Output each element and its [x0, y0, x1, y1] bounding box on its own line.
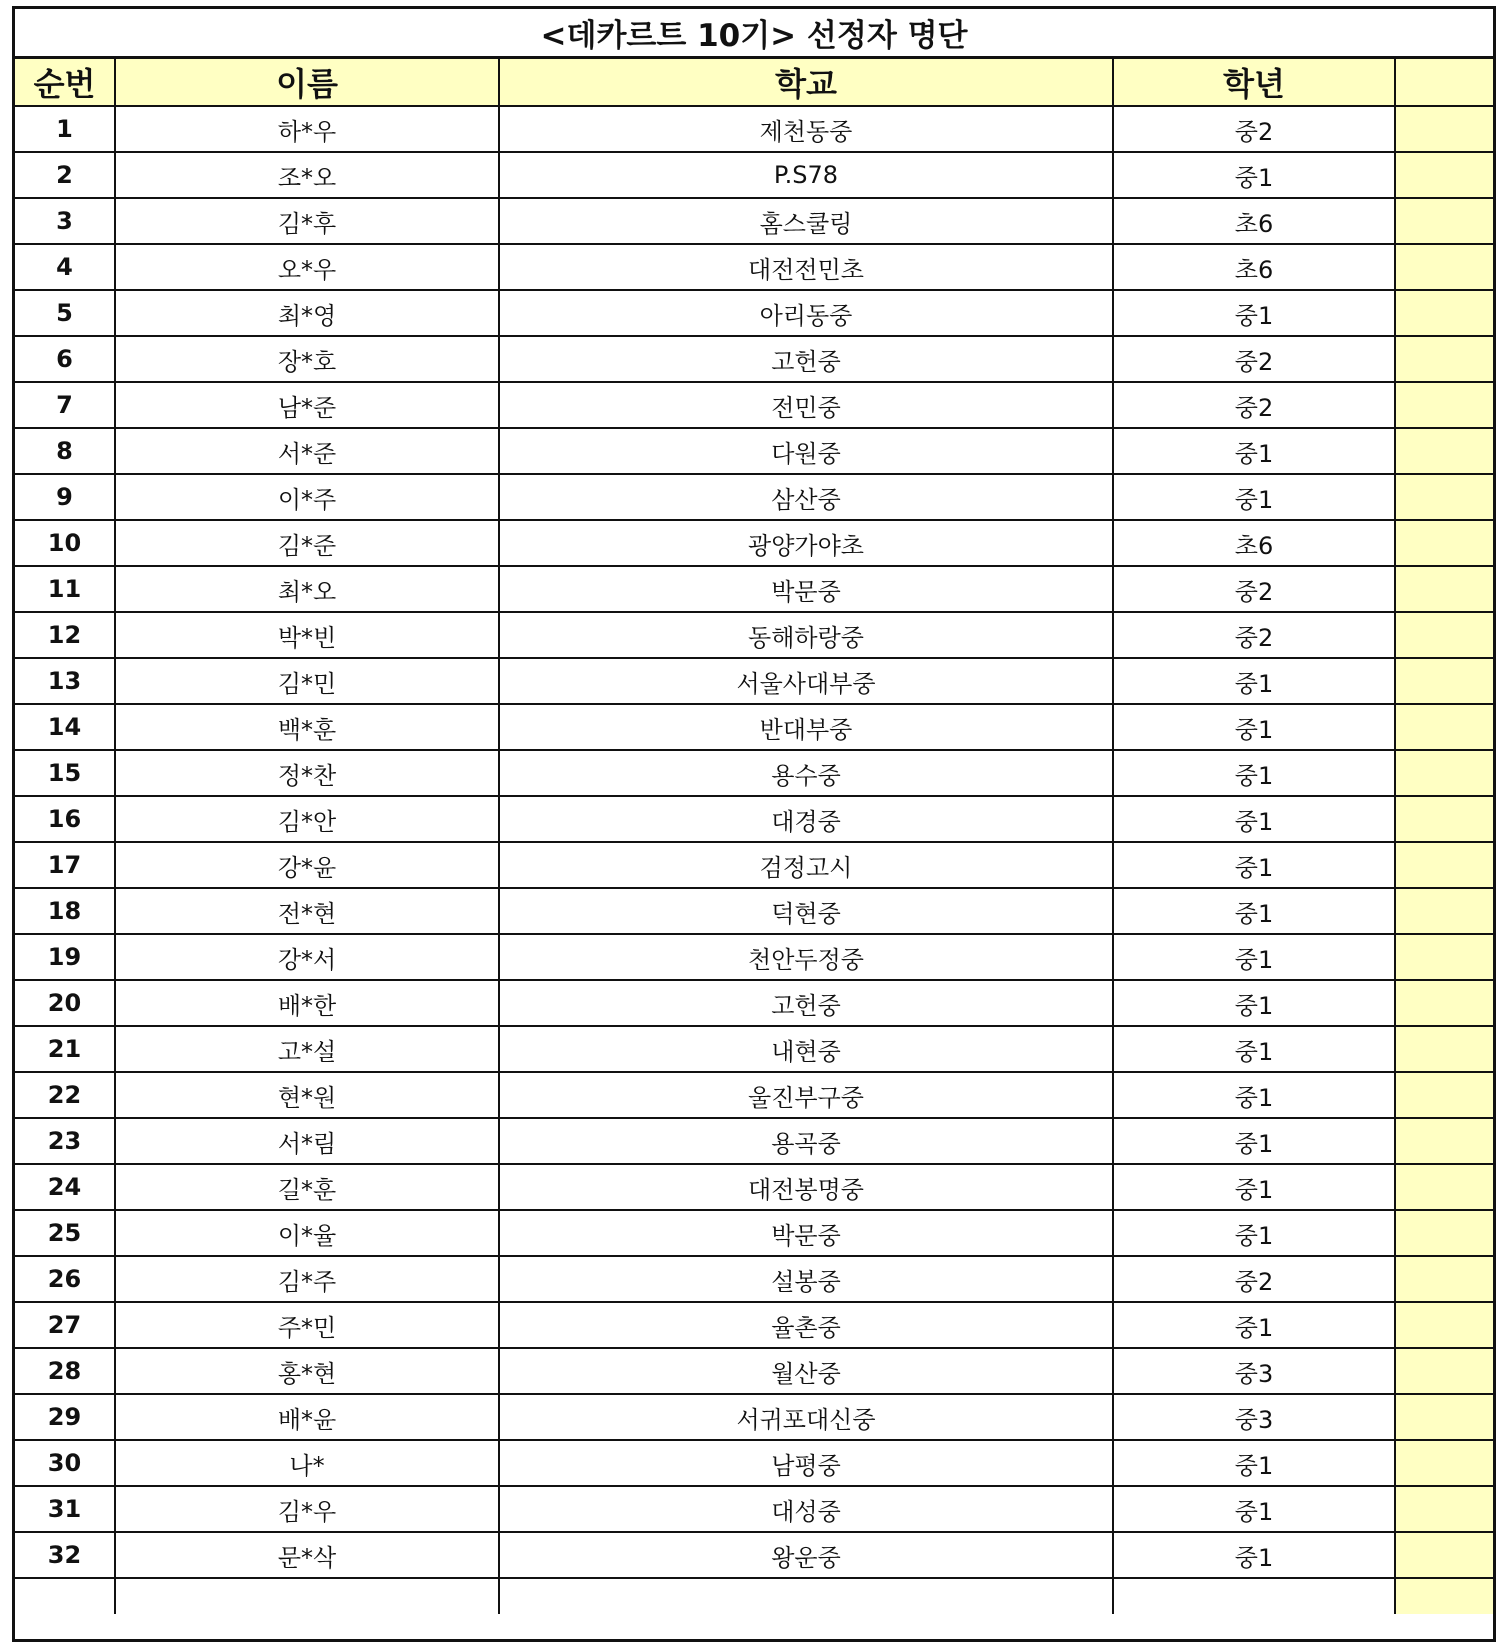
row-number: 25 — [15, 1210, 115, 1256]
row-blank-cell — [1395, 1440, 1493, 1486]
table-row — [15, 1256, 1493, 1302]
table-row — [15, 382, 1493, 428]
row-blank-cell — [1395, 1532, 1493, 1578]
row-blank-cell — [1395, 1486, 1493, 1532]
row-school: 천안두정중 — [499, 934, 1113, 980]
row-blank-cell — [1395, 888, 1493, 934]
row-grade: 초6 — [1113, 520, 1395, 566]
table-row — [15, 842, 1493, 888]
row-name: 주*민 — [115, 1302, 499, 1348]
row-blank-cell — [1395, 290, 1493, 336]
row-number: 24 — [15, 1164, 115, 1210]
row-school: 율촌중 — [499, 1302, 1113, 1348]
table-row — [15, 290, 1493, 336]
row-name: 하*우 — [115, 106, 499, 152]
row-grade: 중2 — [1113, 1256, 1395, 1302]
row-name: 서*림 — [115, 1118, 499, 1164]
row-name: 김*주 — [115, 1256, 499, 1302]
table-row — [15, 1394, 1493, 1440]
row-school: 전민중 — [499, 382, 1113, 428]
row-blank-cell — [1395, 336, 1493, 382]
row-number: 26 — [15, 1256, 115, 1302]
row-number: 16 — [15, 796, 115, 842]
table-row — [15, 1026, 1493, 1072]
table-row — [15, 428, 1493, 474]
row-name: 서*준 — [115, 428, 499, 474]
row-number: 21 — [15, 1026, 115, 1072]
row-name: 김*준 — [115, 520, 499, 566]
row-number: 31 — [15, 1486, 115, 1532]
row-number: 32 — [15, 1532, 115, 1578]
table-row — [15, 198, 1493, 244]
table-row — [15, 1532, 1493, 1578]
table-row — [15, 612, 1493, 658]
row-name: 강*서 — [115, 934, 499, 980]
row-name: 남*준 — [115, 382, 499, 428]
table-row — [15, 1486, 1493, 1532]
row-grade: 중1 — [1113, 152, 1395, 198]
row-number: 27 — [15, 1302, 115, 1348]
row-number: 10 — [15, 520, 115, 566]
row-number: 28 — [15, 1348, 115, 1394]
empty-cell — [115, 1578, 499, 1614]
row-grade: 중1 — [1113, 980, 1395, 1026]
row-grade: 중1 — [1113, 842, 1395, 888]
table-row — [15, 1118, 1493, 1164]
header-school: 학교 — [499, 59, 1113, 106]
empty-cell — [499, 1578, 1113, 1614]
row-grade: 중1 — [1113, 934, 1395, 980]
row-school: 박문중 — [499, 1210, 1113, 1256]
row-number: 12 — [15, 612, 115, 658]
row-grade: 초6 — [1113, 198, 1395, 244]
row-number: 11 — [15, 566, 115, 612]
row-blank-cell — [1395, 474, 1493, 520]
empty-cell — [15, 1578, 115, 1614]
header-blank — [1395, 59, 1493, 106]
row-blank-cell — [1395, 428, 1493, 474]
row-school: 울진부구중 — [499, 1072, 1113, 1118]
row-name: 이*주 — [115, 474, 499, 520]
row-grade: 중2 — [1113, 382, 1395, 428]
row-blank-cell — [1395, 1026, 1493, 1072]
row-school: 대경중 — [499, 796, 1113, 842]
row-name: 현*원 — [115, 1072, 499, 1118]
row-school: 고헌중 — [499, 336, 1113, 382]
row-blank-cell — [1395, 1164, 1493, 1210]
row-school: 용수중 — [499, 750, 1113, 796]
row-number: 3 — [15, 198, 115, 244]
row-school: 아리동중 — [499, 290, 1113, 336]
row-name: 강*윤 — [115, 842, 499, 888]
empty-row — [15, 1578, 1493, 1614]
row-school: 용곡중 — [499, 1118, 1113, 1164]
table-row — [15, 1440, 1493, 1486]
row-name: 김*후 — [115, 198, 499, 244]
row-school: P.S78 — [499, 152, 1113, 198]
row-school: 홈스쿨링 — [499, 198, 1113, 244]
row-blank-cell — [1395, 152, 1493, 198]
row-number: 22 — [15, 1072, 115, 1118]
row-grade: 중2 — [1113, 566, 1395, 612]
row-school: 대성중 — [499, 1486, 1113, 1532]
row-school: 삼산중 — [499, 474, 1113, 520]
row-school: 동해하랑중 — [499, 612, 1113, 658]
row-number: 14 — [15, 704, 115, 750]
row-blank-cell — [1395, 1256, 1493, 1302]
row-name: 조*오 — [115, 152, 499, 198]
row-blank-cell — [1395, 1302, 1493, 1348]
selection-table — [15, 59, 1493, 1614]
table-row — [15, 796, 1493, 842]
table-row — [15, 704, 1493, 750]
row-school: 설봉중 — [499, 1256, 1113, 1302]
row-blank-cell — [1395, 1394, 1493, 1440]
row-blank-cell — [1395, 382, 1493, 428]
row-grade: 중2 — [1113, 106, 1395, 152]
row-name: 배*한 — [115, 980, 499, 1026]
row-blank-cell — [1395, 566, 1493, 612]
row-blank-cell — [1395, 704, 1493, 750]
row-number: 23 — [15, 1118, 115, 1164]
row-name: 고*설 — [115, 1026, 499, 1072]
row-name: 박*빈 — [115, 612, 499, 658]
row-school: 다원중 — [499, 428, 1113, 474]
row-school: 내현중 — [499, 1026, 1113, 1072]
row-blank-cell — [1395, 934, 1493, 980]
row-blank-cell — [1395, 106, 1493, 152]
row-number: 29 — [15, 1394, 115, 1440]
row-school: 서귀포대신중 — [499, 1394, 1113, 1440]
row-name: 백*훈 — [115, 704, 499, 750]
row-grade: 중1 — [1113, 1486, 1395, 1532]
row-number: 8 — [15, 428, 115, 474]
empty-cell — [1113, 1578, 1395, 1614]
row-school: 대전봉명중 — [499, 1164, 1113, 1210]
row-number: 18 — [15, 888, 115, 934]
row-blank-cell — [1395, 520, 1493, 566]
row-number: 30 — [15, 1440, 115, 1486]
row-grade: 중1 — [1113, 428, 1395, 474]
row-grade: 중1 — [1113, 1072, 1395, 1118]
row-number: 1 — [15, 106, 115, 152]
row-name: 김*우 — [115, 1486, 499, 1532]
row-grade: 중3 — [1113, 1348, 1395, 1394]
selection-list-sheet — [12, 6, 1496, 1642]
table-row — [15, 566, 1493, 612]
row-name: 정*찬 — [115, 750, 499, 796]
row-number: 6 — [15, 336, 115, 382]
row-blank-cell — [1395, 1210, 1493, 1256]
row-blank-cell — [1395, 980, 1493, 1026]
row-grade: 중1 — [1113, 1532, 1395, 1578]
row-school: 왕운중 — [499, 1532, 1113, 1578]
table-row — [15, 658, 1493, 704]
row-name: 장*호 — [115, 336, 499, 382]
row-grade: 중1 — [1113, 658, 1395, 704]
table-row — [15, 888, 1493, 934]
row-blank-cell — [1395, 1072, 1493, 1118]
row-name: 길*훈 — [115, 1164, 499, 1210]
row-number: 19 — [15, 934, 115, 980]
row-grade: 중1 — [1113, 796, 1395, 842]
row-grade: 중1 — [1113, 1026, 1395, 1072]
table-row — [15, 1210, 1493, 1256]
row-grade: 중1 — [1113, 474, 1395, 520]
row-school: 광양가야초 — [499, 520, 1113, 566]
row-number: 5 — [15, 290, 115, 336]
row-name: 오*우 — [115, 244, 499, 290]
row-school: 반대부중 — [499, 704, 1113, 750]
row-grade: 중1 — [1113, 1302, 1395, 1348]
row-blank-cell — [1395, 244, 1493, 290]
table-row — [15, 980, 1493, 1026]
row-grade: 중1 — [1113, 1118, 1395, 1164]
row-grade: 중1 — [1113, 290, 1395, 336]
empty-cell — [1395, 1578, 1493, 1614]
row-number: 2 — [15, 152, 115, 198]
row-name: 김*안 — [115, 796, 499, 842]
row-school: 검정고시 — [499, 842, 1113, 888]
row-number: 20 — [15, 980, 115, 1026]
row-number: 15 — [15, 750, 115, 796]
row-name: 배*윤 — [115, 1394, 499, 1440]
row-name: 홍*현 — [115, 1348, 499, 1394]
row-number: 17 — [15, 842, 115, 888]
row-name: 최*영 — [115, 290, 499, 336]
row-school: 덕현중 — [499, 888, 1113, 934]
table-row — [15, 750, 1493, 796]
table-row — [15, 1072, 1493, 1118]
row-number: 7 — [15, 382, 115, 428]
table-row — [15, 934, 1493, 980]
row-blank-cell — [1395, 842, 1493, 888]
row-school: 제천동중 — [499, 106, 1113, 152]
row-grade: 중2 — [1113, 612, 1395, 658]
row-blank-cell — [1395, 796, 1493, 842]
header-no: 순번 — [15, 59, 115, 106]
row-grade: 중1 — [1113, 750, 1395, 796]
table-row — [15, 336, 1493, 382]
row-grade: 초6 — [1113, 244, 1395, 290]
row-blank-cell — [1395, 1348, 1493, 1394]
row-school: 고헌중 — [499, 980, 1113, 1026]
row-grade: 중1 — [1113, 1164, 1395, 1210]
table-header-row — [15, 59, 1493, 106]
row-grade: 중3 — [1113, 1394, 1395, 1440]
table-row — [15, 520, 1493, 566]
row-blank-cell — [1395, 1118, 1493, 1164]
row-name: 김*민 — [115, 658, 499, 704]
row-grade: 중2 — [1113, 336, 1395, 382]
row-school: 박문중 — [499, 566, 1113, 612]
table-row — [15, 1164, 1493, 1210]
row-name: 나* — [115, 1440, 499, 1486]
row-number: 4 — [15, 244, 115, 290]
row-grade: 중1 — [1113, 1440, 1395, 1486]
row-school: 월산중 — [499, 1348, 1113, 1394]
row-school: 남평중 — [499, 1440, 1113, 1486]
table-row — [15, 1348, 1493, 1394]
header-grade: 학년 — [1113, 59, 1395, 106]
row-school: 대전전민초 — [499, 244, 1113, 290]
row-number: 9 — [15, 474, 115, 520]
row-name: 이*율 — [115, 1210, 499, 1256]
row-blank-cell — [1395, 658, 1493, 704]
row-blank-cell — [1395, 612, 1493, 658]
row-grade: 중1 — [1113, 888, 1395, 934]
row-number: 13 — [15, 658, 115, 704]
table-row — [15, 152, 1493, 198]
row-grade: 중1 — [1113, 1210, 1395, 1256]
row-blank-cell — [1395, 750, 1493, 796]
page-title: <데카르트 10기> 선정자 명단 — [15, 9, 1493, 59]
row-school: 서울사대부중 — [499, 658, 1113, 704]
table-row — [15, 244, 1493, 290]
row-blank-cell — [1395, 198, 1493, 244]
table-row — [15, 1302, 1493, 1348]
row-name: 문*삭 — [115, 1532, 499, 1578]
table-row — [15, 106, 1493, 152]
row-name: 전*현 — [115, 888, 499, 934]
row-grade: 중1 — [1113, 704, 1395, 750]
header-name: 이름 — [115, 59, 499, 106]
table-row — [15, 474, 1493, 520]
row-name: 최*오 — [115, 566, 499, 612]
